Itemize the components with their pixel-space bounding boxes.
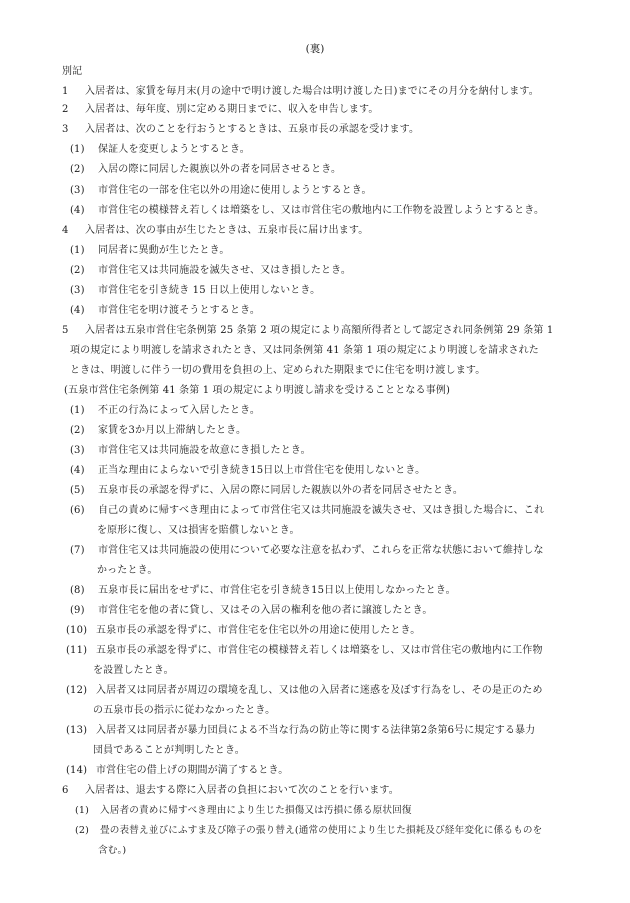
item-number: (11) [66, 645, 88, 656]
item-number: (2) [70, 425, 85, 436]
item-text: 入居の際に同居した親族以外の者を同居させるとき。 [98, 164, 342, 175]
item-number: (4) [70, 205, 85, 216]
item-number: 2 [62, 104, 69, 115]
item-number: (2) [75, 825, 90, 836]
item-text: 市営住宅の模様替え若しくは増築をし、又は市営住宅の敷地内に工作物を設置しようとするとき。 [98, 205, 545, 216]
item-number: (10) [66, 625, 88, 636]
item-text: 畳の表替え並びにふすま及び障子の張り替え(通常の使用により生じた損耗及び経年変化に係るものを [100, 825, 543, 836]
item-text: 同居者に異動が生じたとき。 [98, 245, 230, 256]
item-number: (2) [70, 164, 85, 175]
item-number: (4) [70, 305, 85, 316]
section-heading: 別記 [62, 66, 83, 77]
item-text: 五泉市長の承認を得ずに、市営住宅を住宅以外の用途に使用したとき。 [96, 625, 421, 636]
item-text: 入居者は五泉市営住宅条例第 25 条第 2 項の規定により高額所得者として認定され同条例第 29 条第 1 [85, 325, 554, 336]
item-number: 4 [62, 225, 69, 236]
item-number: (14) [66, 765, 88, 776]
item-number: (7) [70, 545, 85, 556]
continuation-text: 項の規定により明渡しを請求されたとき、又は同条例第 41 条第 1 項の規定により明渡しを請求された [70, 345, 539, 356]
item-text: 五泉市長の承認を得ずに、入居の際に同居した親族以外の者を同居させたとき。 [98, 485, 463, 496]
item-number: (3) [70, 185, 85, 196]
item-number: (1) [70, 245, 85, 256]
item-text: 市営住宅を他の者に貸し、又はその入居の権利を他の者に譲渡したとき。 [98, 605, 433, 616]
item-number: 5 [62, 325, 69, 336]
item-text: 正当な理由によらないで引き続き15日以上市営住宅を使用しないとき。 [98, 465, 426, 476]
continuation-text: かったとき。 [97, 565, 158, 576]
item-number: (9) [70, 605, 85, 616]
item-number: (8) [70, 585, 85, 596]
item-text: 五泉市長に届出をせずに、市営住宅を引き続き15日以上使用しなかったとき。 [98, 585, 456, 596]
page-side-label: (裏) [305, 43, 325, 55]
item-text: 不正の行為によって入居したとき。 [98, 405, 260, 416]
item-number: (1) [70, 144, 85, 155]
item-text: 市営住宅又は共同施設を滅失させ、又はき損したとき。 [98, 265, 352, 276]
continuation-text: 団員であることが判明したとき。 [93, 745, 245, 756]
item-number: (5) [70, 485, 85, 496]
item-text: 保証人を変更しようとするとき。 [98, 144, 250, 155]
continuation-text: ときは、明渡しに伴う一切の費用を負担の上、定められた期限までに住宅を明け渡します。 [70, 365, 486, 376]
item-text: 市営住宅を明け渡そうとするとき。 [98, 305, 260, 316]
item-number: 6 [62, 785, 69, 796]
item-text: 市営住宅を引き続き 15 日以上使用しないとき。 [98, 285, 321, 296]
item-text: 市営住宅又は共同施設の使用について必要な注意を払わず、これらを正常な状態において維持しな [98, 545, 544, 556]
item-number: (12) [66, 685, 88, 696]
item-number: (3) [70, 285, 85, 296]
item-number: (2) [70, 265, 85, 276]
item-number: 1 [62, 86, 69, 97]
continuation-text: (五泉市営住宅条例第 41 条第 1 項の規定により明渡し請求を受けることとなる事例) [64, 385, 451, 396]
item-text: 入居者は、次のことを行おうとするときは、五泉市長の承認を受けます。 [85, 124, 420, 135]
item-text: 自己の責めに帰すべき理由によって市営住宅又は共同施設を滅失させ、又はき損した場合に、これ [98, 505, 545, 516]
item-text: 入居者は、退去する際に入居者の負担において次のことを行います。 [85, 785, 399, 796]
item-number: (1) [75, 805, 90, 816]
continuation-text: を原形に復し、又は損害を賠償しないとき。 [97, 525, 300, 536]
continuation-text: 含む。) [98, 845, 127, 856]
item-text: 入居者は、次の事由が生じたときは、五泉市長に届け出ます。 [85, 225, 369, 236]
item-text: 市営住宅又は共同施設を故意にき損したとき。 [98, 445, 311, 456]
continuation-text: を設置したとき。 [93, 665, 174, 676]
item-text: 五泉市長の承認を得ずに、市営住宅の模様替え若しくは増築をし、又は市営住宅の敷地内に工作物 [96, 645, 543, 656]
item-number: (13) [66, 725, 88, 736]
item-number: (3) [70, 445, 85, 456]
item-number: (4) [70, 465, 85, 476]
item-text: 入居者又は同居者が周辺の環境を乱し、又は他の入居者に迷惑を及ぼす行為をし、その是正のため [96, 685, 543, 696]
item-text: 入居者又は同居者が暴力団員による不当な行為の防止等に関する法律第2条第6号に規定する暴力 [96, 725, 536, 736]
item-text: 入居者の責めに帰すべき理由により生じた損傷又は汚損に係る原状回復 [100, 805, 412, 816]
item-text: 家賃を3か月以上滞納したとき。 [98, 425, 247, 436]
continuation-text: の五泉市長の指示に従わなかったとき。 [93, 705, 276, 716]
item-number: (1) [70, 405, 85, 416]
item-text: 市営住宅の借上げの期間が満了するとき。 [96, 765, 289, 776]
item-text: 入居者は、家賃を毎月末(月の途中で明け渡した場合は明け渡した日)までにその月分を納付します。 [85, 86, 539, 97]
item-number: 3 [62, 124, 69, 135]
item-number: (6) [70, 505, 85, 516]
item-text: 入居者は、毎年度、別に定める期日までに、収入を申告します。 [85, 104, 379, 115]
item-text: 市営住宅の一部を住宅以外の用途に使用しようとするとき。 [98, 185, 372, 196]
